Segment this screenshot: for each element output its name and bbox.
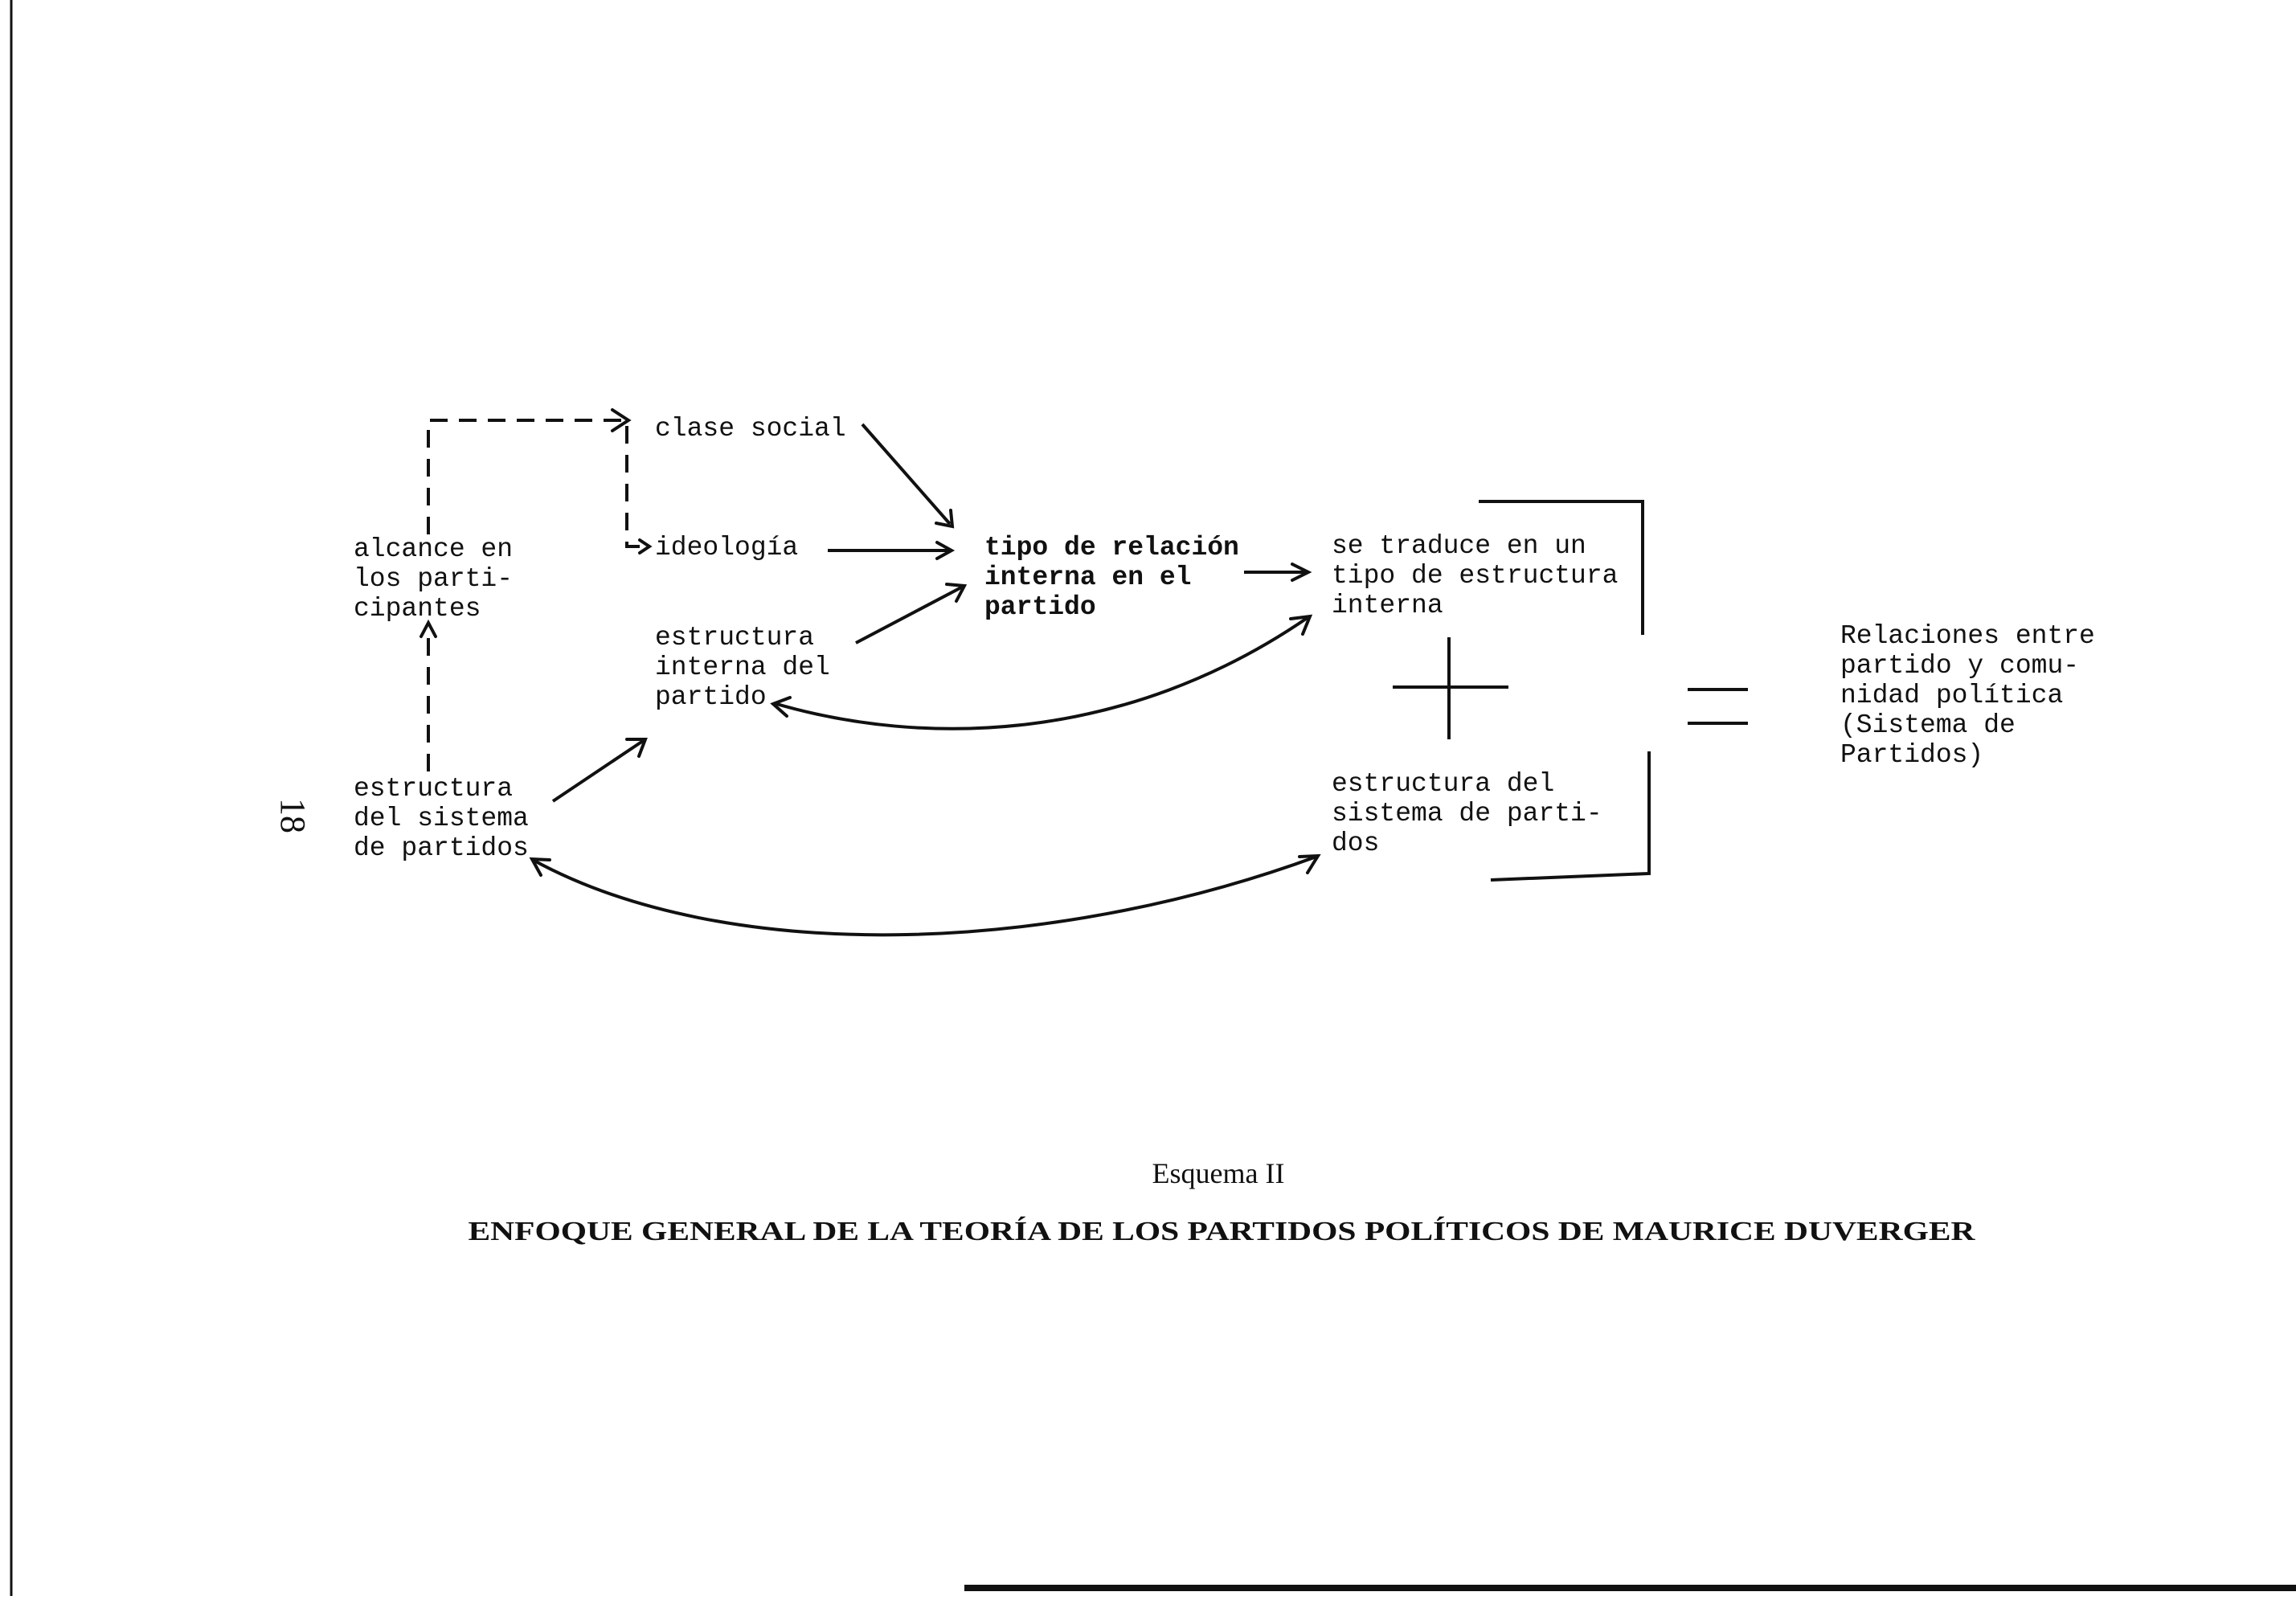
plus-sign	[1393, 637, 1508, 739]
page-number: 18	[273, 798, 313, 833]
node-estructura-interna-line: partido	[655, 682, 767, 712]
arrow-sistema-to-estructura-interna	[553, 739, 645, 801]
node-relaciones-line: (Sistema de	[1840, 710, 2016, 740]
node-relaciones-line: nidad política	[1840, 681, 2064, 710]
node-relaciones	[1840, 621, 2111, 770]
node-se-traduce-line: tipo de estructura	[1332, 561, 1619, 591]
node-estructura-sistema-partidos-line: sistema de parti-	[1332, 799, 1602, 829]
node-estructura-sistema	[354, 774, 545, 863]
node-clase-social-line: clase social	[655, 414, 846, 444]
dashed-alcance-to-clase-social	[428, 410, 628, 534]
arrow-clase-to-tipo	[862, 424, 952, 526]
node-alcance-line: alcance en	[354, 534, 514, 564]
node-tipo-relacion-line: interna en el	[984, 563, 1192, 592]
node-tipo-relacion	[984, 533, 1255, 622]
node-estructura-interna-line: estructura	[655, 623, 815, 653]
node-estructura-sistema-line: del sistema	[354, 804, 529, 833]
node-alcance-line: cipantes	[354, 594, 481, 624]
arrow-estructura-interna-to-tipo	[856, 584, 964, 643]
node-alcance	[354, 534, 529, 624]
node-ideologia-line: ideología	[655, 533, 799, 563]
node-relaciones-line: Partidos)	[1840, 740, 1984, 770]
node-relaciones-line: partido y comu-	[1840, 651, 2080, 681]
node-ideologia	[655, 533, 798, 563]
caption-title: Esquema II	[1152, 1157, 1285, 1189]
curve-estructura-interna-se-traduce	[773, 616, 1310, 729]
node-estructura-sistema-partidos-line: estructura del	[1332, 769, 1555, 799]
arrow-tipo-to-se-traduce	[1244, 564, 1308, 580]
equals-sign	[1688, 690, 1748, 723]
arrow-ideologia-to-tipo	[828, 542, 952, 559]
node-estructura-sistema-line: de partidos	[354, 833, 529, 863]
node-tipo-relacion-line: tipo de relación	[984, 533, 1239, 563]
curve-sistema-estructura-sistema-partidos	[532, 856, 1318, 935]
node-se-traduce	[1332, 531, 1634, 620]
node-estructura-sistema-partidos	[1332, 769, 1618, 858]
dashed-sistema-to-alcance	[421, 623, 436, 771]
node-se-traduce-line: se traduce en un	[1332, 531, 1586, 561]
node-relaciones-line: Relaciones entre	[1840, 621, 2095, 651]
node-estructura-interna-line: interna del	[655, 653, 830, 682]
node-tipo-relacion-line: partido	[984, 592, 1096, 622]
node-clase-social	[655, 414, 846, 444]
node-estructura-sistema-partidos-line: dos	[1332, 829, 1380, 858]
caption-subtitle: ENFOQUE GENERAL DE LA TEORÍA DE LOS PARTIDOS POLÍTICOS DE MAURICE DUVERGER	[468, 1217, 1976, 1246]
node-se-traduce-line: interna	[1332, 591, 1443, 620]
node-estructura-interna-partido	[655, 623, 846, 712]
dashed-branch-to-ideologia	[627, 426, 649, 553]
node-alcance-line: los parti-	[354, 564, 514, 594]
node-estructura-sistema-line: estructura	[354, 774, 514, 804]
